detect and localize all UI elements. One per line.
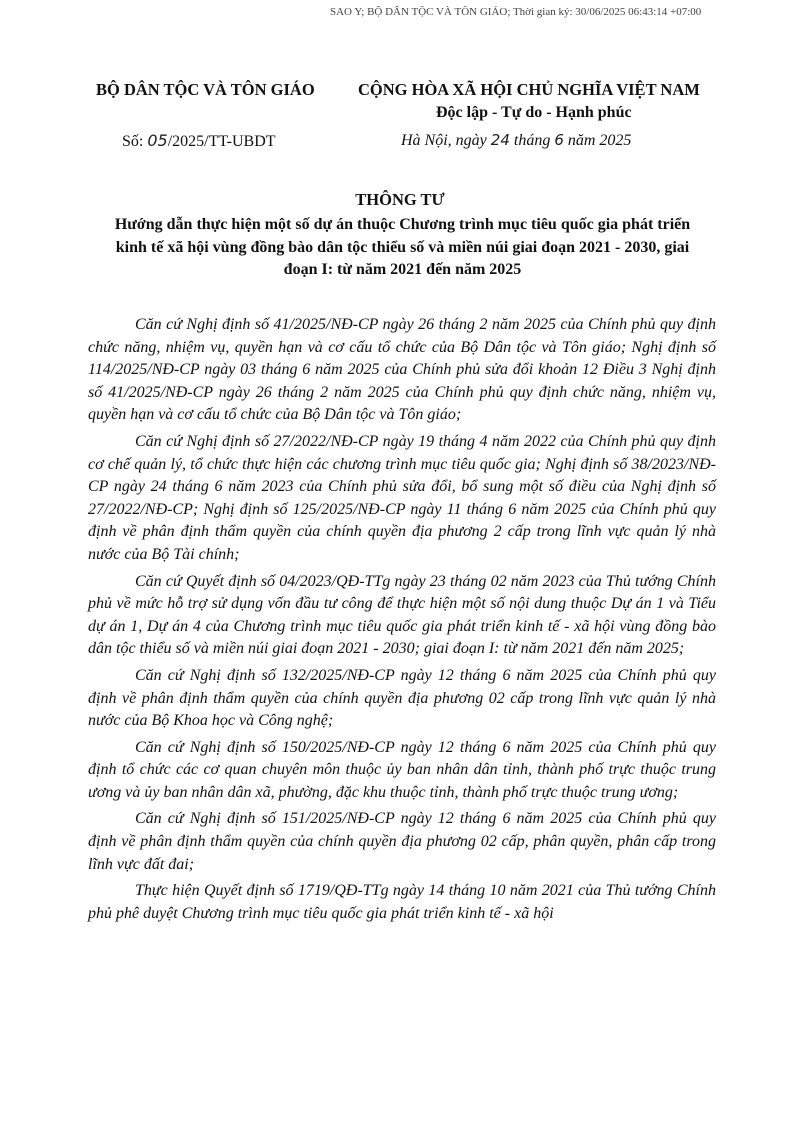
document-body (88, 314, 716, 929)
date-month-label: tháng (509, 132, 555, 149)
national-title: CỘNG HÒA XÃ HỘI CHỦ NGHĨA VIỆT NAM (358, 80, 700, 99)
preamble-paragraph: Căn cứ Quyết định số 04/2023/QĐ-TTg ngày 23 tháng 02 năm 2023 của Thủ tướng Chính phủ về mức hỗ trợ sử dụng vốn đầu tư công để thực hiện một số nội dung thuộc Dự án 1 và Tiểu dự án 1, Dự án 4 của Chương trình mục tiêu quốc gia phát triển kinh tế - xã hội vùng đồng bào dân tộc thiểu số và miền núi giai đoạn 2021 - 2030; giai đoạn I: từ năm 2021 đến năm 2025; (88, 572, 716, 658)
date-month-handwritten: 6 (554, 131, 564, 149)
document-type-heading: THÔNG TƯ (355, 190, 445, 209)
issuing-ministry: BỘ DÂN TỘC VÀ TÔN GIÁO (96, 80, 315, 99)
date-day-handwritten: 24 (490, 131, 510, 149)
digital-signature-stamp: SAO Y; BỘ DÂN TỘC VÀ TÔN GIÁO; Thời gian ký: 30/06/2025 06:43:14 +07:00 (330, 6, 702, 18)
document-number (122, 131, 276, 151)
document-number-prefix: Số: (122, 133, 148, 150)
preamble-paragraph: Căn cứ Nghị định số 132/2025/NĐ-CP ngày 12 tháng 6 năm 2025 của Chính phủ quy định về phân định thẩm quyền của chính quyền địa phương 02 cấp trong lĩnh vực quản lý nhà nước của Bộ Khoa học và Công nghệ; (88, 666, 716, 730)
document-number-suffix: /2025/TT-UBDT (167, 133, 276, 150)
preamble-paragraph: Thực hiện Quyết định số 1719/QĐ-TTg ngày 14 tháng 10 năm 2021 của Thủ tướng Chính phủ phê duyệt Chương trình mục tiêu quốc gia phát triển kinh tế - xã hội (88, 882, 716, 922)
document-subject: Hướng dẫn thực hiện một số dự án thuộc Chương trình mục tiêu quốc gia phát triển kinh tế xã hội vùng đồng bào dân tộc thiểu số và miền núi giai đoạn 2021 - 2030, giai đoạn I: từ năm 2021 đến năm 2025 (114, 216, 691, 278)
preamble-paragraph: Căn cứ Nghị định số 27/2022/NĐ-CP ngày 19 tháng 4 năm 2022 của Chính phủ quy định cơ chế quản lý, tổ chức thực hiện các chương trình mục tiêu quốc gia; Nghị định số 38/2023/NĐ-CP ngày 24 tháng 6 năm 2023 của Chính phủ sửa đổi, bổ sung một số điều của Nghị định số 27/2022/NĐ-CP; Nghị định số 125/2025/NĐ-CP ngày 11 tháng 6 năm 2025 của Chính phủ quy định về phân định thẩm quyền của chính quyền địa phương 2 cấp trong lĩnh vực quản lý nhà nước của Bộ Tài chính; (88, 432, 716, 563)
document-number-handwritten: 05 (147, 131, 168, 150)
preamble-paragraph: Căn cứ Nghị định số 151/2025/NĐ-CP ngày 12 tháng 6 năm 2025 của Chính phủ quy định về phân định thẩm quyền của chính quyền địa phương 02 cấp, phân quyền, phân cấp trong lĩnh vực đất đai; (88, 810, 716, 873)
date-year: năm 2025 (563, 132, 632, 149)
preamble-paragraph: Căn cứ Nghị định số 150/2025/NĐ-CP ngày 12 tháng 6 năm 2025 của Chính phủ quy định tổ chức các cơ quan chuyên môn thuộc ủy ban nhân dân tỉnh, thành phố trực thuộc trung ương và ủy ban nhân dân xã, phường, đặc khu thuộc tỉnh, thành phố trực thuộc trung ương; (88, 738, 716, 801)
date-place: Hà Nội, ngày (401, 132, 491, 149)
national-motto: Độc lập - Tự do - Hạnh phúc (436, 104, 632, 121)
document-date (401, 131, 631, 150)
preamble-paragraph: Căn cứ Nghị định số 41/2025/NĐ-CP ngày 26 tháng 2 năm 2025 của Chính phủ quy định chức năng, nhiệm vụ, quyền hạn và cơ cấu tổ chức của Bộ Dân tộc và Tôn giáo; Nghị định số 114/2025/NĐ-CP ngày 03 tháng 6 năm 2025 của Chính phủ sửa đổi khoản 12 Điều 3 Nghị định số 41/2025/NĐ-CP ngày 26 tháng 2 năm 2025 của Chính phủ quy định chức năng, nhiệm vụ, quyền hạn và cơ cấu tổ chức của Bộ Dân tộc và Tôn giáo; (88, 316, 716, 424)
